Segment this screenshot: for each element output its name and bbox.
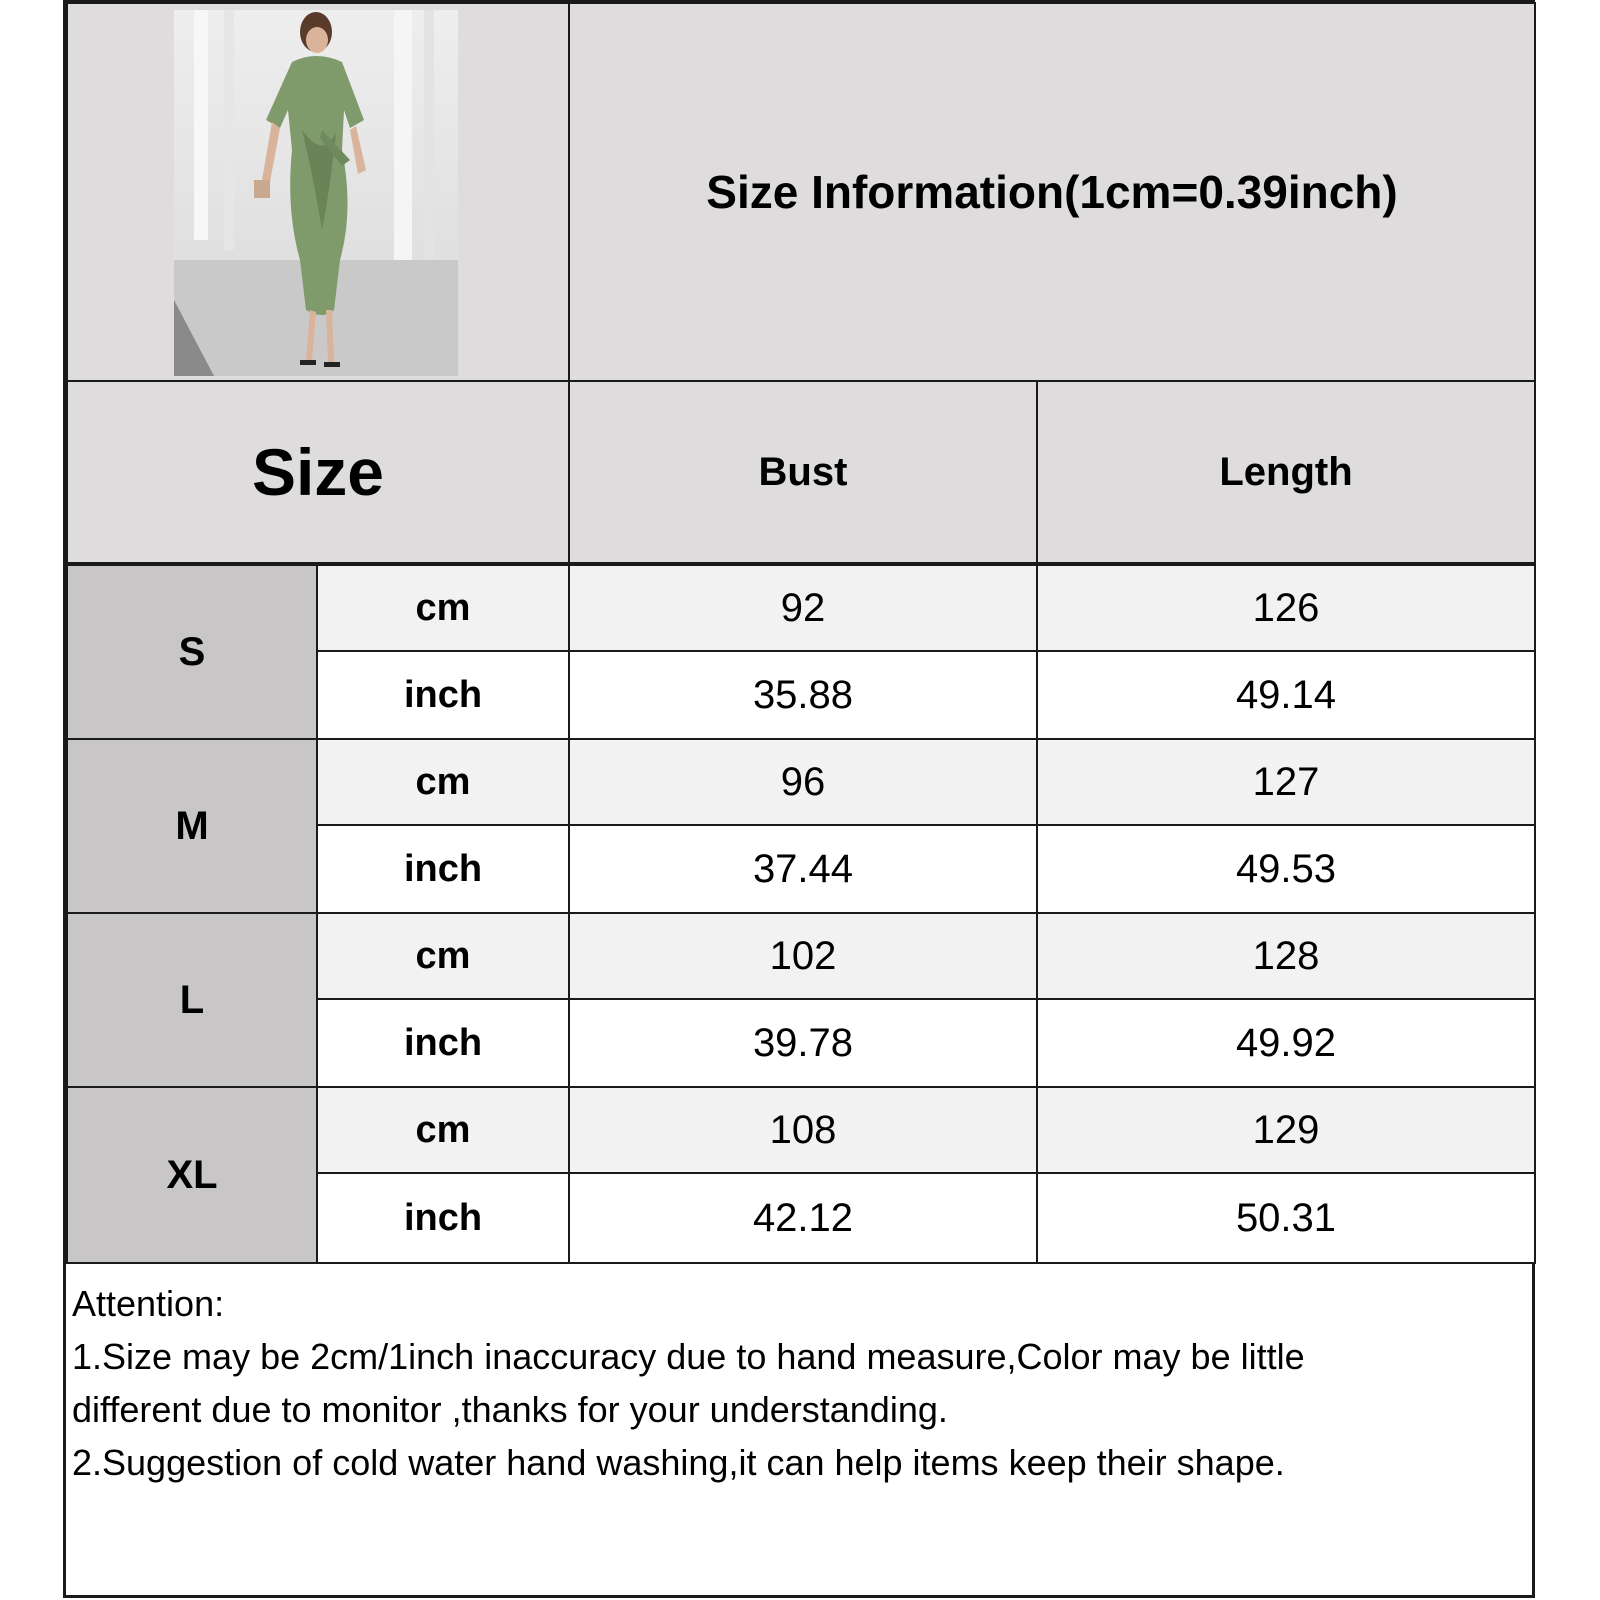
length-inch-cell [1036, 998, 1536, 1088]
unit-cell [316, 1172, 570, 1264]
title-cell [568, 2, 1536, 382]
bust-inch-cell [568, 998, 1038, 1088]
bust-inch-cell [568, 1172, 1038, 1264]
size-label-cell [66, 912, 318, 1088]
size-label-cell [66, 1086, 318, 1264]
header-bust-cell [568, 380, 1038, 564]
bust-cm-cell [568, 564, 1038, 652]
unit-inch: inch [403, 847, 483, 890]
bust-cm-value: 102 [769, 933, 837, 978]
page-title: Size Information(1cm=0.39inch) [706, 166, 1398, 218]
length-cm-value: 129 [1252, 1107, 1320, 1152]
product-photo [174, 10, 458, 376]
unit-cell [316, 564, 570, 652]
length-cm-cell [1036, 564, 1536, 652]
bust-cm-cell [568, 738, 1038, 826]
attention-line-3: 2.Suggestion of cold water hand washing,it can help items keep their shape. [72, 1442, 1285, 1483]
size-label-cell [66, 738, 318, 914]
header-length-cell [1036, 380, 1536, 564]
attention-heading: Attention: [72, 1283, 225, 1324]
unit-inch: inch [403, 673, 483, 716]
bust-inch-value: 39.78 [752, 1020, 854, 1065]
unit-inch: inch [403, 1196, 483, 1239]
length-cm-cell [1036, 738, 1536, 826]
header-length: Length [1219, 449, 1353, 494]
length-inch-value: 50.31 [1235, 1195, 1337, 1240]
bust-inch-value: 35.88 [752, 672, 854, 717]
bust-inch-value: 42.12 [752, 1195, 854, 1240]
length-inch-value: 49.53 [1235, 846, 1337, 891]
size-label: XL [166, 1152, 218, 1197]
bust-inch-cell [568, 650, 1038, 740]
attention-line-1: 1.Size may be 2cm/1inch inaccuracy due to hand measure,Color may be little [72, 1336, 1305, 1377]
length-cm-cell [1036, 1086, 1536, 1174]
size-label-cell [66, 564, 318, 740]
unit-inch: inch [403, 1021, 483, 1064]
unit-cell [316, 998, 570, 1088]
unit-cm: cm [415, 1108, 471, 1151]
length-inch-value: 49.92 [1235, 1020, 1337, 1065]
bust-cm-cell [568, 1086, 1038, 1174]
length-inch-value: 49.14 [1235, 672, 1337, 717]
bust-cm-cell [568, 912, 1038, 1000]
size-label: S [178, 629, 206, 674]
bust-cm-value: 96 [780, 759, 826, 804]
bust-inch-value: 37.44 [752, 846, 854, 891]
unit-cell [316, 738, 570, 826]
length-cm-value: 127 [1252, 759, 1320, 804]
size-label: M [175, 803, 209, 848]
unit-cm: cm [415, 760, 471, 803]
bust-inch-cell [568, 824, 1038, 914]
header-bust: Bust [758, 449, 848, 494]
product-photo-cell [66, 2, 570, 382]
unit-cm: cm [415, 586, 471, 629]
unit-cell [316, 1086, 570, 1174]
unit-cell [316, 912, 570, 1000]
header-size: Size [251, 435, 385, 509]
length-inch-cell [1036, 1172, 1536, 1264]
attention-notes [68, 1277, 1532, 1489]
bust-cm-value: 92 [780, 585, 826, 630]
unit-cell [316, 650, 570, 740]
attention-line-2: different due to monitor ,thanks for your understanding. [72, 1389, 948, 1430]
unit-cm: cm [415, 934, 471, 977]
length-cm-value: 126 [1252, 585, 1320, 630]
length-cm-cell [1036, 912, 1536, 1000]
length-inch-cell [1036, 824, 1536, 914]
size-label: L [179, 977, 205, 1022]
unit-cell [316, 824, 570, 914]
size-chart [63, 0, 1535, 1598]
bust-cm-value: 108 [769, 1107, 837, 1152]
length-inch-cell [1036, 650, 1536, 740]
length-cm-value: 128 [1252, 933, 1320, 978]
header-size-cell [66, 380, 570, 564]
